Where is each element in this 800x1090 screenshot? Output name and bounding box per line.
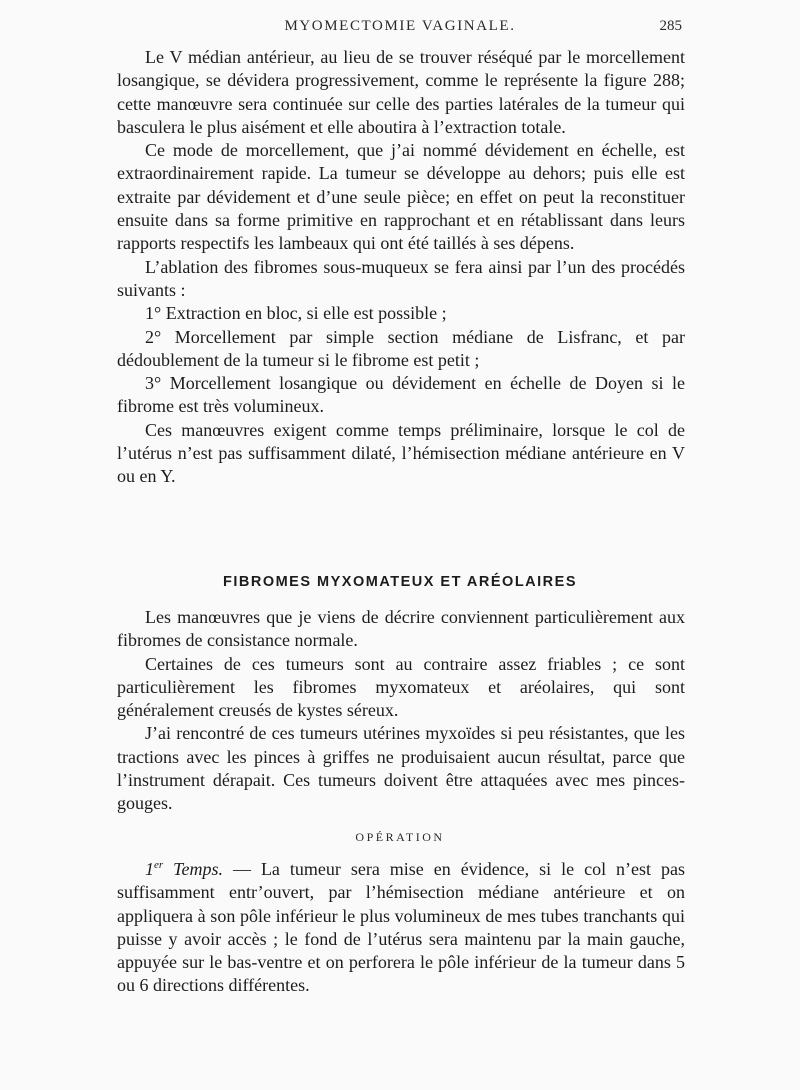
temps-text: — La tumeur sera mise en évidence, si le col n’est pas suffisamment entr’ouvert, par l’hémisection médiane antérieure et on appliquera à son pôle inférieur le plus volumineux de mes tubes tranchants qui puisse y avoir accès ; le fond de l’utérus sera maintenu par la main gauche, appuyée sur le bas-ventre et on perforera le pôle inférieur de la tumeur dans 5 ou 6 directions différentes. (117, 859, 685, 996)
paragraph: Le V médian antérieur, au lieu de se trouver réséqué par le morcellement losangique, se dévidera progressivement, comme le représente la figure 288; cette manœuvre sera continuée sur celle des parties latérales de la tumeur qui basculera le plus aisément et elle aboutira à l’extraction totale. (117, 47, 685, 137)
operation-subheading: OPÉRATION (355, 830, 445, 844)
paragraph: L’ablation des fibromes sous-muqueux se fera ainsi par l’un des procédés suivants : (117, 256, 685, 300)
text-block-bottom (117, 854, 685, 998)
paragraph: Ce mode de morcellement, que j’ai nommé dévidement en échelle, est extraordinairement rapide. La tumeur se développe au dehors; puis elle est extraite par dévidement et d’une seule pièce; en effet on peut la reconstituer ensuite dans sa forme primitive en rapprochant et en rétablissant dans leurs rapports respectifs les lambeaux qui ont été taillés à ses dépens. (117, 140, 685, 254)
temps-superscript: er (154, 859, 164, 871)
temps-paragraph (117, 854, 685, 998)
paragraph: Certaines de ces tumeurs sont au contraire assez friables ; ce sont particulièrement les fibromes myxomateux et aréolaires, qui sont généralement creusés de kystes séreux. (117, 653, 685, 721)
temps-number: 1 (145, 859, 154, 879)
page-number: 285 (659, 18, 682, 34)
running-head (0, 16, 800, 40)
section-heading: FIBROMES MYXOMATEUX ET ARÉOLAIRES (222, 574, 577, 590)
text-block-middle (117, 606, 685, 816)
text-block-top (117, 46, 685, 489)
paragraph: Ces manœuvres exigent comme temps préliminaire, lorsque le col de l’utérus n’est pas suffisamment dilaté, l’hémisection médiane antérieure en V ou en Y. (117, 419, 685, 487)
temps-word: Temps. (173, 859, 223, 879)
paragraph: Les manœuvres que je viens de décrire conviennent particulièrement aux fibromes de consistance normale. (117, 607, 685, 651)
list-item: 1° Extraction en bloc, si elle est possible ; (145, 303, 447, 324)
list-item: 2° Morcellement par simple section médiane de Lisfranc, et par dédoublement de la tumeur si le fibrome est petit ; (117, 326, 685, 370)
list-item: 3° Morcellement losangique ou dévidement en échelle de Doyen si le fibrome est très volumineux. (117, 373, 685, 417)
running-title: MYOMECTOMIE VAGINALE. (284, 18, 516, 34)
paragraph: J’ai rencontré de ces tumeurs utérines myxoïdes si peu résistantes, que les tractions avec les pinces à griffes ne produisaient aucun résultat, parce que l’instrument dérapait. Ces tumeurs doivent être attaquées avec mes pinces-gouges. (117, 723, 685, 814)
temps-label (145, 859, 223, 879)
